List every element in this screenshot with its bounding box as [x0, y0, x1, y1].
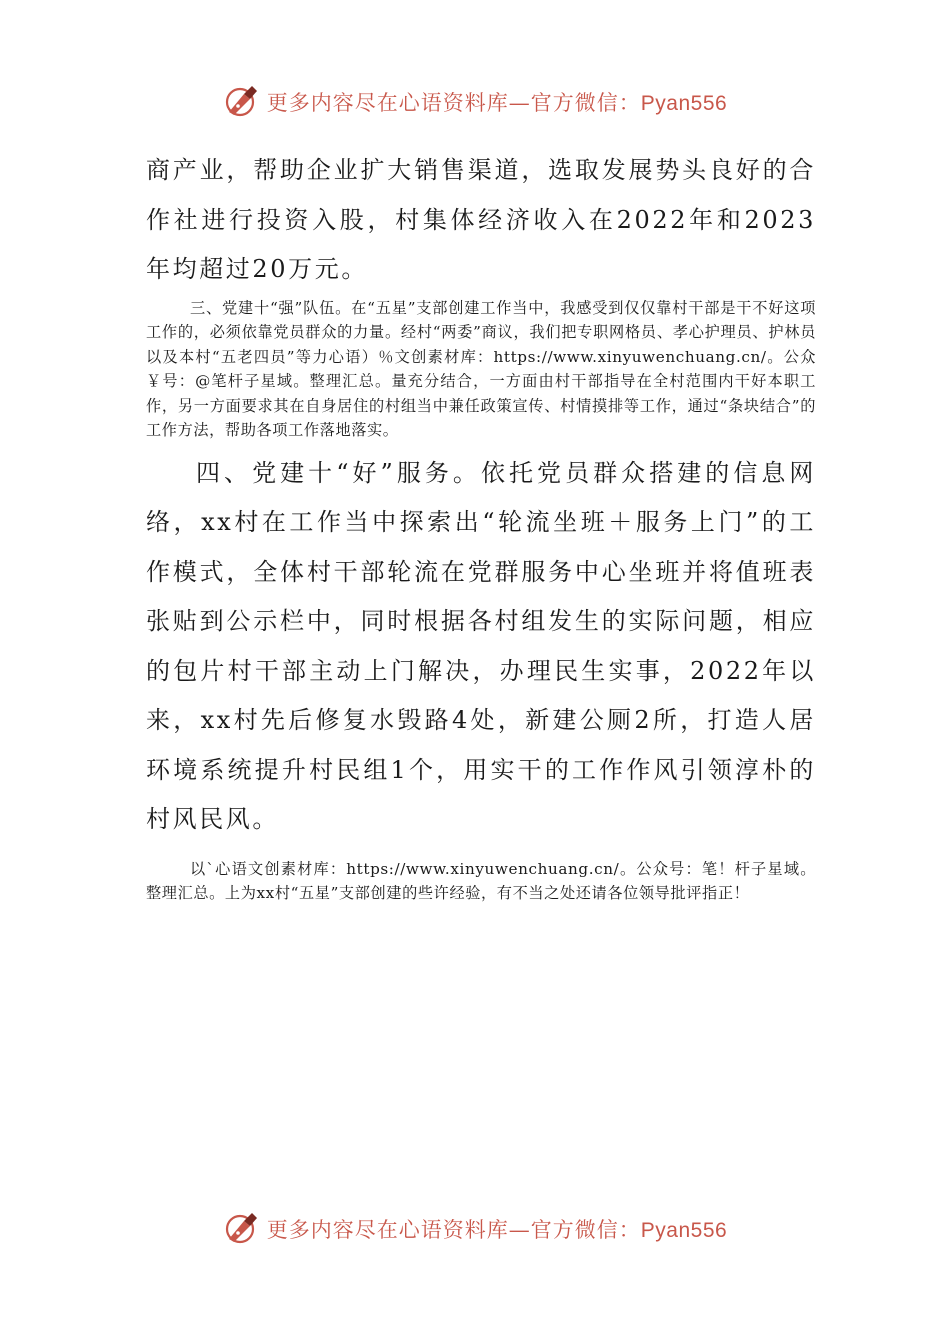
wechat-id: Pyan556 [640, 1219, 728, 1242]
banner-text: 更多内容尽在心语资料库—官方微信：Pyan556 [266, 91, 728, 115]
paragraph-continuation: 商产业，帮助企业扩大销售渠道，选取发展势头良好的合作社进行投资入股，村集体经济收入在2022年和2023年均超过20万元。 [146, 156, 816, 283]
paragraph-section-three: 三、党建十“强”队伍。在“五星”支部创建工作当中，我感受到仅仅靠村干部是干不好这项工作的，必须依靠党员群众的力量。经村“两委”商议，我们把专职网格员、孝心护理员、护林员以及本村“五老四员”等力心语）％文创素材库：https://www.xinyuwenchuang.cn/。公众￥号：@笔杆子星域。整理汇总。量充分结合，一方面由村干部指导在全村范围内干好本职工作，另一方面要求其在自身居住的村组当中兼任政策宣传、村情摸排等工作，通过“条块结合”的工作方法，帮助各项工作落地落实。 [146, 298, 816, 439]
paragraph-section-four: 四、党建十“好”服务。依托党员群众搭建的信息网络，xx村在工作当中探索出“轮流坐班＋服务上门”的工作模式，全体村干部轮流在党群服务中心坐班并将值班表张贴到公示栏中，同时根据各村组发生的实际问题，相应的包片村干部主动上门解决，办理民生实事，2022年以来，xx村先后修复水毁路4处，新建公厕2所，打造人居环境系统提升村民组1个，用实干的工作作风引领淳朴的村风民风。 [146, 458, 816, 833]
footer-banner [0, 1207, 950, 1251]
paragraph-closing: 以`心语文创素材库：https://www.xinyuwenchuang.cn/。公众号：笔！杆子星域。整理汇总。上为xx村“五星”支部创建的些许经验，有不当之处还请各位领导批评指正！ [146, 859, 816, 902]
document-body [146, 146, 816, 906]
pen-nib-logo-icon [223, 82, 263, 122]
header-banner [0, 80, 950, 124]
pen-nib-logo-icon [223, 1209, 263, 1249]
banner-text: 更多内容尽在心语资料库—官方微信：Pyan556 [266, 1218, 728, 1242]
wechat-id: Pyan556 [640, 92, 728, 115]
